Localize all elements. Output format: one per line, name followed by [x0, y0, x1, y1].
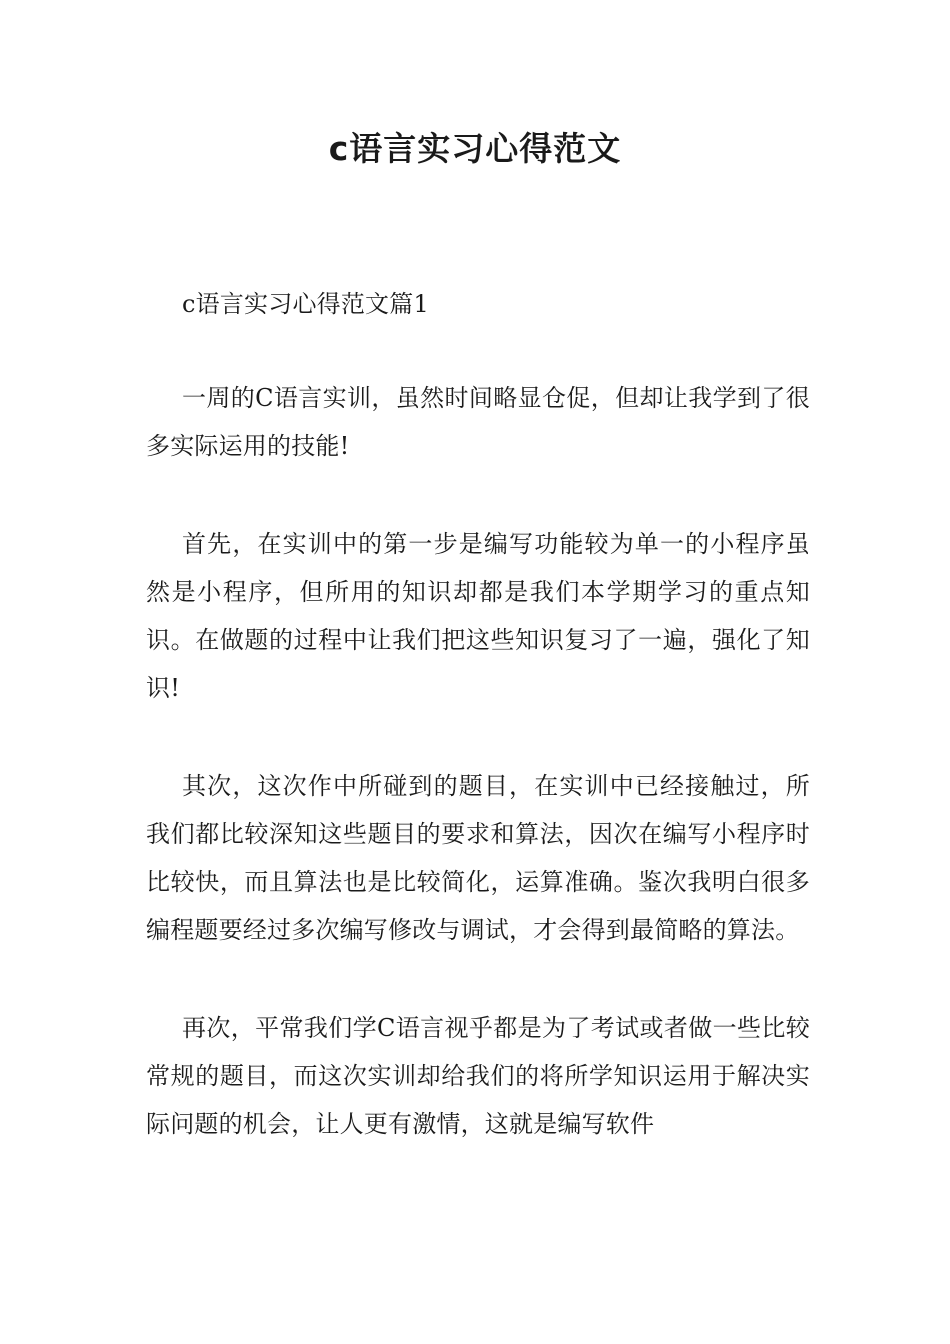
- paragraph-2: 首先，在实训中的第一步是编写功能较为单一的小程序虽然是小程序，但所用的知识却都是我们本学期学习的重点知识。在做题的过程中让我们把这些知识复习了一遍，强化了知识!: [146, 530, 810, 702]
- paragraph-1: 一周的C语言实训，虽然时间略显仓促，但却让我学到了很多实际运用的技能!: [146, 384, 810, 460]
- document-title: c语言实习心得范文: [328, 129, 622, 168]
- section-heading: c语言实习心得范文篇1: [182, 290, 429, 318]
- document-body: [146, 280, 810, 1148]
- paragraph-3: 其次，这次作中所碰到的题目，在实训中已经接触过，所我们都比较深知这些题目的要求和算法，因次在编写小程序时比较快，而且算法也是比较简化，运算准确。鉴次我明白很多编程题要经过多次编写修改与调试，才会得到最简略的算法。: [146, 772, 810, 944]
- paragraph-4: 再次，平常我们学C语言视乎都是为了考试或者做一些比较常规的题目，而这次实训却给我们的将所学知识运用于解决实际问题的机会，让人更有激情，这就是编写软件: [146, 1014, 810, 1138]
